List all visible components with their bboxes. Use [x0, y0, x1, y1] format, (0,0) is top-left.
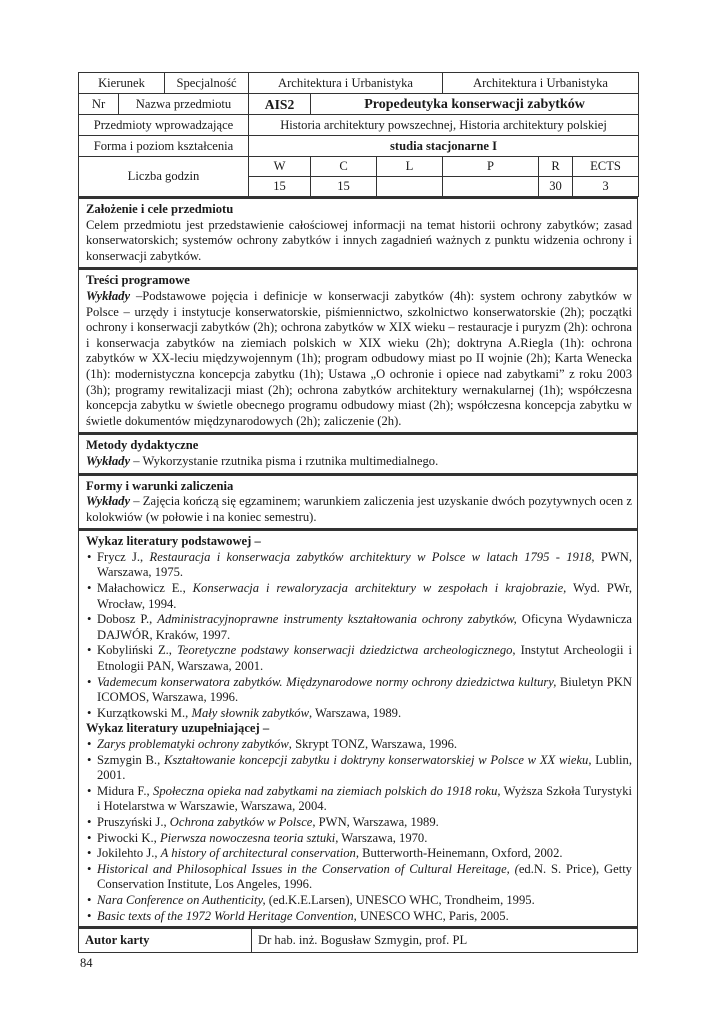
- hours-col-p: P: [443, 157, 539, 177]
- study-form-value: studia stacjonarne I: [249, 136, 639, 157]
- nr-label: Nr: [79, 94, 119, 115]
- prereq-value: Historia architektury powszechnej, Historia architektury polskiej: [249, 115, 639, 136]
- kierunek-label: Kierunek: [79, 73, 165, 94]
- literature-section: [78, 529, 638, 927]
- methods-text: – Wykorzystanie rzutnika pisma i rzutnika multimedialnego.: [130, 453, 439, 468]
- subject-code: AIS2: [249, 94, 311, 115]
- hours-value-w: 15: [249, 177, 311, 197]
- hours-col-l: L: [377, 157, 443, 177]
- methods-lead: Wykłady: [86, 453, 131, 468]
- course-header-table: [78, 72, 639, 197]
- hours-value-c: 15: [311, 177, 377, 197]
- basic-literature-list: [86, 550, 632, 722]
- hours-value-p: [443, 177, 539, 197]
- prereq-label: Przedmioty wprowadzające: [79, 115, 249, 136]
- specjalnosc-label: Specjalność: [165, 73, 249, 94]
- assessment-text: – Zajęcia kończą się egzaminem; warunkiem zaliczenia jest uzyskanie dwóch pozytywnych ocen z kolokwiów (w połowie i na koniec semestru).: [86, 494, 632, 524]
- author-value: Dr hab. inż. Bogusław Szmygin, prof. PL: [258, 933, 468, 948]
- list-item: • Pruszyński J., Ochrona zabytków w Polsce, PWN, Warszawa, 1989.: [86, 815, 632, 831]
- author-row: [78, 927, 638, 953]
- supplementary-literature-heading: Wykaz literatury uzupełniającej –: [86, 721, 270, 736]
- content-text: –Podstawowe pojęcia i definicje w konserwacji zabytków (4h): system ochrony zabytków w Polsce – urzędy i instytucje konserwatorskie, piśmiennictwo, szkolnictwo konserwatorskie (2h); początki ochrony i konserwacji zabytków (2h); ochrona zabytków w XIX wieku – restauracje i puryzm (2h): ochrona i konserwacja zabytków na ziemiach polskich w XIX wieku (2h); doktryna A.Riegla (1h): ochrona zabytków w XX-leciu międzywojennym (1h); program odbudowy miast po II wojnie (2h); Karta Wenecka (1h): modernistyczna koncepcja zabytku (1h); Ustawa „O ochronie i opiece nad zabytkami” z roku 2003 (3h); programy rewitalizacji miast (2h); ochrona zabytków architektury wernakularnej (1h); współczesna koncepcja zabytku w świetle obecnego programu odbudowy miast (2h); współczesna koncepcja zabytku w świetle dokumentów międzynarodowych (2h); zaliczenie (2h).: [86, 288, 632, 428]
- hours-col-c: C: [311, 157, 377, 177]
- list-item: • Jokilehto J., A history of architectural conservation, Butterworth-Heinemann, Oxford, 2002.: [86, 846, 632, 862]
- goals-text: Celem przedmiotu jest przedstawienie całościowej informacji na temat historii ochrony zabytków; zasad konserwatorskich; systemów ochrony zabytków i innych zagadnień ważnych z punktu widzenia ochrony i konserwacji zabytków.: [86, 217, 632, 263]
- methods-heading: Metody dydaktyczne: [86, 438, 199, 453]
- list-item: • Kurzątkowski M., Mały słownik zabytków, Warszawa, 1989.: [86, 706, 632, 722]
- subject-name-label: Nazwa przedmiotu: [119, 94, 249, 115]
- list-item: • Małachowicz E., Konserwacja i rewaloryzacja architektury w zespołach i krajobrazie, Wyd. PWr, Wrocław, 1994.: [86, 581, 632, 612]
- list-item: • Kobyliński Z., Teoretyczne podstawy konserwacji dziedzictwa archeologicznego, Instytut Archeologii i Etnologii PAN, Warszawa, 2001.: [86, 643, 632, 674]
- basic-literature-heading: Wykaz literatury podstawowej –: [86, 534, 261, 549]
- supplementary-literature-list: [86, 737, 632, 924]
- list-item: • Szmygin B., Kształtowanie koncepcji zabytku i doktryny konserwatorskiej w Polsce w XX wieku, Lublin, 2001.: [86, 753, 632, 784]
- list-item: • Historical and Philosophical Issues in the Conservation of Cultural Hereitage, (ed.N. S. Price), Getty Conservation Institute, Los Angeles, 1996.: [86, 862, 632, 893]
- hours-col-r: R: [539, 157, 573, 177]
- hours-value-l: [377, 177, 443, 197]
- hours-value-r: 30: [539, 177, 573, 197]
- kierunek-value: Architektura i Urbanistyka: [249, 73, 443, 94]
- list-item: • Dobosz P., Administracyjnoprawne instrumenty kształtowania ochrony zabytków, Oficyna Wydawnicza DAJWÓR, Kraków, 1997.: [86, 612, 632, 643]
- list-item: • Basic texts of the 1972 World Heritage Convention, UNESCO WHC, Paris, 2005.: [86, 909, 632, 925]
- hours-col-w: W: [249, 157, 311, 177]
- goals-heading: Założenie i cele przedmiotu: [86, 202, 234, 216]
- list-item: • Frycz J., Restauracja i konserwacja zabytków architektury w Polsce w latach 1795 - 1918, PWN, Warszawa, 1975.: [86, 550, 632, 581]
- methods-body: [86, 454, 632, 470]
- author-label: Autor karty: [79, 929, 252, 952]
- content-heading: Treści programowe: [86, 273, 190, 288]
- assessment-lead: Wykłady: [86, 494, 131, 509]
- methods-section: [78, 433, 638, 473]
- content-section: [78, 268, 638, 433]
- content-body: [86, 289, 632, 429]
- subject-name: Propedeutyka konserwacji zabytków: [311, 94, 639, 115]
- assessment-body: [86, 494, 632, 525]
- hours-label: Liczba godzin: [79, 157, 249, 197]
- specjalnosc-value: Architektura i Urbanistyka: [443, 73, 639, 94]
- page-number: 84: [80, 956, 93, 970]
- content-lead: Wykłady: [86, 288, 131, 303]
- list-item: • Zarys problematyki ochrony zabytków, Skrypt TONZ, Warszawa, 1996.: [86, 737, 632, 753]
- course-card: [78, 72, 638, 953]
- list-item: • Midura F., Społeczna opieka nad zabytkami na ziemiach polskich do 1918 roku, Wyższa Szkoła Turystyki i Hotelarstwa w Warszawie, Warszawa, 2004.: [86, 784, 632, 815]
- hours-value-ects: 3: [573, 177, 639, 197]
- study-form-label: Forma i poziom kształcenia: [79, 136, 249, 157]
- assessment-heading: Formy i warunki zaliczenia: [86, 478, 234, 493]
- list-item: • Nara Conference on Authenticity, (ed.K.E.Larsen), UNESCO WHC, Trondheim, 1995.: [86, 893, 632, 909]
- list-item: • Piwocki K., Pierwsza nowoczesna teoria sztuki, Warszawa, 1970.: [86, 831, 632, 847]
- hours-col-ects: ECTS: [573, 157, 639, 177]
- assessment-section: [78, 474, 638, 530]
- goals-section: [78, 197, 638, 268]
- list-item: • Vademecum konserwatora zabytków. Międzynarodowe normy ochrony dziedzictwa kultury, Biuletyn PKN ICOMOS, Warszawa, 1996.: [86, 675, 632, 706]
